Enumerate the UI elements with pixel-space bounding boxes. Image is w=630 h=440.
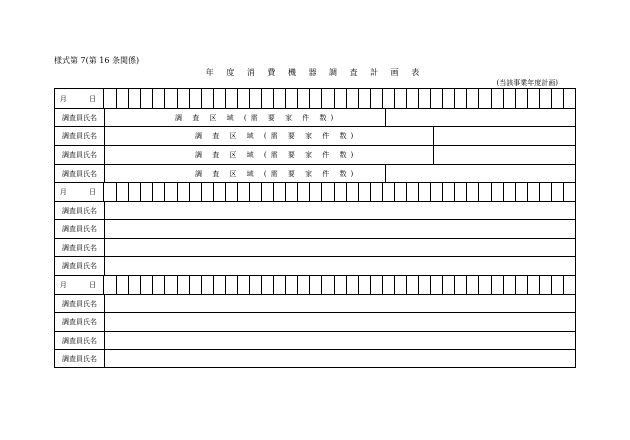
day-column-divider <box>140 183 141 201</box>
day-column-divider <box>249 89 250 108</box>
inspector-label: 調査員氏名 <box>55 313 105 331</box>
day-column-divider <box>418 89 419 108</box>
date-label: 月 日 <box>55 276 104 294</box>
inspector-row <box>55 108 575 126</box>
form-label: 様式第 7(第 16 条関係) <box>54 56 140 65</box>
day-column-divider <box>382 183 383 201</box>
day-column-divider <box>321 183 322 201</box>
row-divider <box>433 146 434 164</box>
day-column-divider <box>152 183 153 201</box>
day-column-divider <box>551 89 552 108</box>
day-column-divider <box>503 89 504 108</box>
survey-area-text: 調 査 区 域 (需 要 家 件 数) <box>195 169 358 178</box>
day-column-divider <box>116 89 117 108</box>
day-column-divider <box>503 183 504 201</box>
row-divider <box>433 127 434 145</box>
day-column-divider <box>478 89 479 108</box>
day-column-divider <box>237 276 238 294</box>
day-column-divider <box>515 89 516 108</box>
day-column-divider <box>177 89 178 108</box>
survey-area-text: 調 査 区 域 (需 要 家 件 数) <box>175 113 338 122</box>
day-column-divider <box>370 89 371 108</box>
day-column-divider <box>334 276 335 294</box>
day-column-divider <box>201 89 202 108</box>
inspector-label: 調査員氏名 <box>55 332 105 349</box>
day-column-divider <box>297 183 298 201</box>
day-column-divider <box>249 276 250 294</box>
day-column-divider <box>406 276 407 294</box>
day-column-divider <box>394 276 395 294</box>
inspector-row <box>55 164 575 182</box>
day-column-divider <box>140 276 141 294</box>
date-row <box>55 275 575 294</box>
day-column-divider <box>321 276 322 294</box>
day-column-divider <box>285 89 286 108</box>
day-column-divider <box>563 89 564 108</box>
survey-area-text: 調 査 区 域 (需 要 家 件 数) <box>195 132 358 140</box>
inspector-row <box>55 349 575 367</box>
day-column-divider <box>442 183 443 201</box>
day-column-divider <box>442 276 443 294</box>
day-column-divider <box>394 183 395 201</box>
day-column-divider <box>370 183 371 201</box>
date-label: 月 日 <box>55 183 104 201</box>
day-column-divider <box>515 276 516 294</box>
survey-area-text: 調 査 区 域 (需 要 家 件 数) <box>195 151 358 159</box>
inspector-row <box>55 238 575 256</box>
day-column-divider <box>213 276 214 294</box>
inspector-label: 調査員氏名 <box>55 257 105 275</box>
day-column-divider <box>140 89 141 108</box>
inspector-row <box>55 312 575 331</box>
day-column-divider <box>346 89 347 108</box>
day-column-divider <box>297 89 298 108</box>
day-column-divider <box>539 276 540 294</box>
day-column-divider <box>346 183 347 201</box>
inspector-label: 調査員氏名 <box>55 146 105 164</box>
day-column-divider <box>406 89 407 108</box>
inspector-label: 調査員氏名 <box>55 295 105 312</box>
day-column-divider <box>539 89 540 108</box>
date-label: 月 日 <box>55 89 104 108</box>
day-column-divider <box>225 183 226 201</box>
date-row <box>55 89 575 108</box>
day-column-divider <box>358 276 359 294</box>
inspector-row <box>55 331 575 349</box>
day-column-divider <box>430 183 431 201</box>
day-column-divider <box>563 183 564 201</box>
day-column-divider <box>189 276 190 294</box>
day-column-divider <box>478 276 479 294</box>
day-column-divider <box>406 183 407 201</box>
day-column-divider <box>201 276 202 294</box>
day-column-divider <box>430 276 431 294</box>
day-column-divider <box>478 183 479 201</box>
row-divider <box>385 165 386 182</box>
day-column-divider <box>152 276 153 294</box>
inspector-label: 調査員氏名 <box>55 220 105 238</box>
inspector-row <box>55 294 575 312</box>
day-column-divider <box>442 89 443 108</box>
day-column-divider <box>297 276 298 294</box>
form-note: (当該事業年度計画) <box>496 79 558 87</box>
day-column-divider <box>334 89 335 108</box>
day-column-divider <box>164 276 165 294</box>
day-column-divider <box>321 89 322 108</box>
day-column-divider <box>273 276 274 294</box>
day-column-divider <box>527 276 528 294</box>
day-column-divider <box>515 183 516 201</box>
day-column-divider <box>309 89 310 108</box>
day-column-divider <box>551 183 552 201</box>
day-column-divider <box>370 276 371 294</box>
day-column-divider <box>273 183 274 201</box>
inspector-row <box>55 219 575 238</box>
day-column-divider <box>261 89 262 108</box>
day-column-divider <box>430 89 431 108</box>
day-column-divider <box>189 183 190 201</box>
day-column-divider <box>466 183 467 201</box>
inspector-label: 調査員氏名 <box>55 239 105 256</box>
day-column-divider <box>346 276 347 294</box>
survey-plan-table <box>54 88 576 368</box>
day-column-divider <box>152 89 153 108</box>
day-column-divider <box>237 183 238 201</box>
day-column-divider <box>466 89 467 108</box>
day-column-divider <box>418 276 419 294</box>
day-column-divider <box>358 89 359 108</box>
day-column-divider <box>334 183 335 201</box>
day-column-divider <box>454 89 455 108</box>
inspector-row <box>55 145 575 164</box>
day-column-divider <box>273 89 274 108</box>
day-column-divider <box>164 183 165 201</box>
day-column-divider <box>189 89 190 108</box>
inspector-row <box>55 201 575 219</box>
day-column-divider <box>116 276 117 294</box>
day-column-divider <box>358 183 359 201</box>
form-title: 年 度 消 費 機 器 調 査 計 画 表 <box>205 68 425 77</box>
day-column-divider <box>539 183 540 201</box>
day-column-divider <box>261 183 262 201</box>
day-column-divider <box>309 276 310 294</box>
row-divider <box>385 109 386 126</box>
day-column-divider <box>225 89 226 108</box>
day-column-divider <box>116 183 117 201</box>
day-column-divider <box>454 183 455 201</box>
date-row <box>55 182 575 201</box>
date-ticks <box>104 183 575 201</box>
day-column-divider <box>491 276 492 294</box>
inspector-row <box>55 256 575 275</box>
day-column-divider <box>285 276 286 294</box>
day-column-divider <box>128 89 129 108</box>
day-column-divider <box>164 89 165 108</box>
day-column-divider <box>394 89 395 108</box>
day-column-divider <box>285 183 286 201</box>
day-column-divider <box>551 276 552 294</box>
inspector-label: 調査員氏名 <box>55 127 105 145</box>
day-column-divider <box>309 183 310 201</box>
day-column-divider <box>213 89 214 108</box>
day-column-divider <box>382 89 383 108</box>
day-column-divider <box>563 276 564 294</box>
day-column-divider <box>491 89 492 108</box>
day-column-divider <box>225 276 226 294</box>
day-column-divider <box>128 183 129 201</box>
day-column-divider <box>249 183 250 201</box>
day-column-divider <box>454 276 455 294</box>
inspector-row <box>55 126 575 145</box>
date-ticks <box>104 276 575 294</box>
day-column-divider <box>213 183 214 201</box>
day-column-divider <box>177 276 178 294</box>
inspector-label: 調査員氏名 <box>55 165 105 182</box>
day-column-divider <box>466 276 467 294</box>
inspector-label: 調査員氏名 <box>55 109 105 126</box>
day-column-divider <box>527 89 528 108</box>
day-column-divider <box>261 276 262 294</box>
day-column-divider <box>491 183 492 201</box>
day-column-divider <box>382 276 383 294</box>
day-column-divider <box>201 183 202 201</box>
day-column-divider <box>418 183 419 201</box>
day-column-divider <box>237 89 238 108</box>
inspector-label: 調査員氏名 <box>55 350 105 367</box>
day-column-divider <box>128 276 129 294</box>
day-column-divider <box>177 183 178 201</box>
day-column-divider <box>527 183 528 201</box>
day-column-divider <box>503 276 504 294</box>
inspector-label: 調査員氏名 <box>55 202 105 219</box>
date-ticks <box>104 89 575 108</box>
